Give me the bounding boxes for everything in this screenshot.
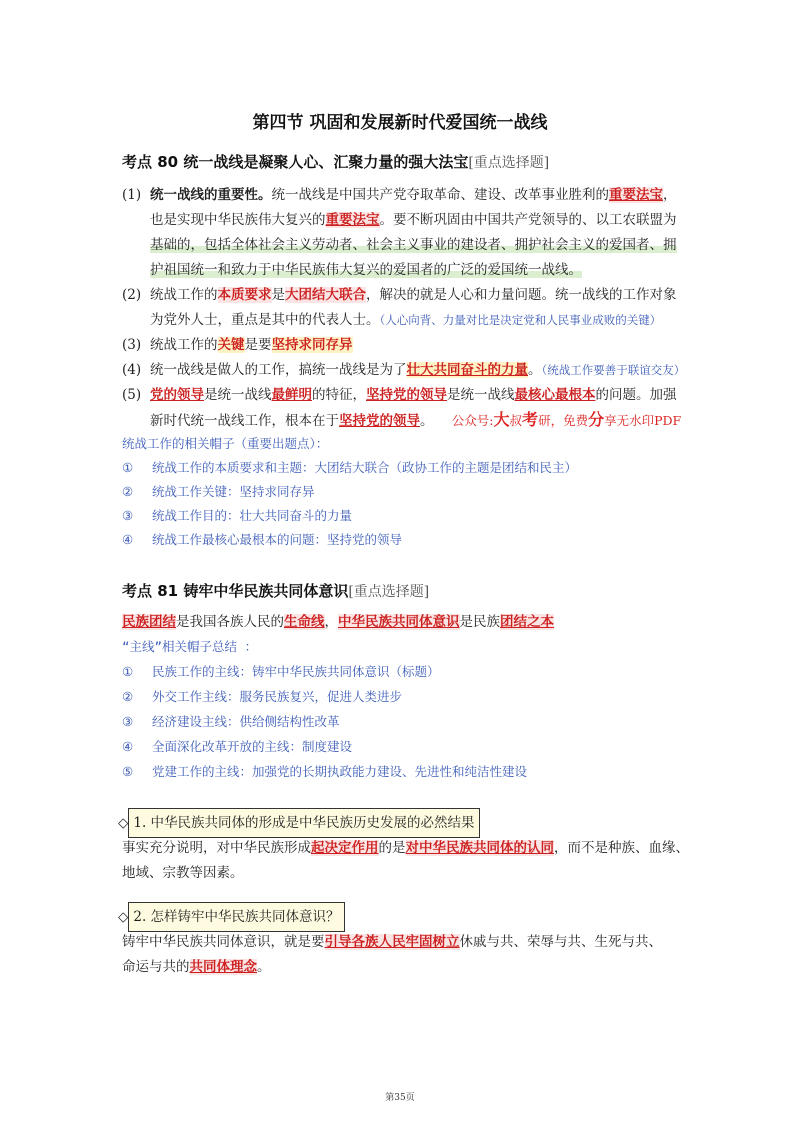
section-81-text: 是民族: [459, 614, 500, 630]
keyword-ethnic-unity: 民族团结: [122, 614, 176, 630]
keyword-seek-common-ground: 坚持求同存异: [271, 337, 353, 353]
item-5-line-1: [122, 382, 677, 408]
keyword-party-leadership: 党的领导: [150, 387, 204, 403]
item-3-text: 是要: [244, 337, 272, 353]
question-2-text: 休戚与共、荣辱与共、生死与共、: [459, 934, 662, 950]
question-1-line-1: [122, 835, 689, 861]
item-2-line-1: [122, 282, 677, 308]
item-1-line-1: [122, 182, 677, 208]
watermark-text: [451, 410, 682, 429]
summary-80-title: 统战工作的相关帽子（重要出题点）：: [122, 436, 329, 451]
watermark-part: 享无水印PDF: [604, 413, 682, 428]
keyword-great-unity: 大团结大联合: [285, 287, 366, 303]
question-2-line-2: [122, 954, 271, 980]
summary-81-item: [122, 737, 352, 755]
summary-80-mark: ③: [122, 508, 134, 523]
question-1-text: ，而不是种族、血缘、: [554, 840, 689, 856]
summary-81-item: [122, 712, 340, 730]
section-80-tag: [重点选择题]: [468, 155, 550, 171]
item-1-text: 。要不断巩固由中国共产党领导的、以工农联盟为: [379, 212, 677, 228]
item-1-number: (1): [122, 187, 142, 203]
item-2-text: ，解决的就是人心和力量问题。统一战线的工作对象: [366, 287, 677, 303]
summary-80-item: [122, 506, 352, 524]
keyword-community-concept: 共同体理念: [189, 959, 257, 975]
section-80-heading: [122, 151, 549, 172]
item-2-note: （人心向背、力量对比是决定党和人民事业成败的关键）: [379, 313, 662, 327]
section-81-text: ，: [324, 614, 338, 630]
section-81-key-line: [122, 609, 554, 635]
item-5-number: (5): [122, 387, 142, 403]
question-1-box: 1. 中华民族共同体的形成是中华民族历史发展的必然结果: [128, 808, 479, 838]
item-1-line-4: [122, 257, 582, 283]
item-5-text: 的问题。加强: [595, 387, 677, 403]
item-2-number: (2): [122, 287, 142, 303]
item-1-lead: 统一战线的重要性。: [150, 187, 272, 203]
watermark-part: 公众号:: [451, 413, 494, 428]
item-2-text: 是: [271, 287, 285, 303]
keyword-uphold-party-leadership-2: 坚持党的领导: [339, 413, 420, 429]
summary-80-item: [122, 458, 577, 476]
page-number: 第35页: [385, 1093, 415, 1103]
summary-81-mark: ⑤: [122, 764, 134, 779]
keyword-root-of-unity: 团结之本: [500, 614, 554, 630]
summary-80-mark: ④: [122, 532, 134, 547]
item-4-line: [122, 357, 685, 383]
item-5-text: 的特征，: [312, 387, 366, 403]
keyword-essential-requirement: 本质要求: [217, 287, 272, 303]
summary-81-text: 经济建设主线：供给侧结构性改革: [152, 714, 340, 729]
summary-81-text: 党建工作的主线：加强党的长期执政能力建设、先进性和纯洁性建设: [152, 764, 528, 779]
keyword-key: 关键: [217, 337, 245, 353]
summary-81-text: 民族工作的主线：铸牢中华民族共同体意识（标题）: [152, 664, 440, 679]
summary-81-item: [122, 662, 440, 680]
keyword-community-consciousness: 中华民族共同体意识: [338, 614, 460, 630]
question-1-text: 地域、宗教等因素。: [122, 865, 244, 881]
summary-81-item: [122, 687, 402, 705]
item-5-text: 新时代统一战线工作，根本在于: [150, 413, 339, 429]
diamond-icon: ◇: [118, 909, 129, 925]
keyword-most-core: 最核心最根本: [514, 387, 596, 403]
question-1-heading: [118, 808, 480, 838]
watermark-part: 研，免费: [538, 413, 589, 428]
item-4-number: (4): [122, 362, 142, 378]
summary-81-mark: ②: [122, 689, 134, 704]
item-1-line-3: [122, 232, 677, 258]
keyword-guide-peoples: 引导各族人民牢固树立: [324, 934, 460, 950]
section-80-title: 考点 80 统一战线是凝聚人心、汇聚力量的强大法宝: [122, 153, 469, 171]
item-5-text: 是统一战线: [204, 387, 272, 403]
question-2-line-1: [122, 929, 662, 955]
summary-81-text: 外交工作主线：服务民族复兴，促进人类进步: [152, 689, 403, 704]
item-1-text: 统一战线是中国共产党夺取革命、建设、改革事业胜利的: [271, 187, 609, 203]
keyword-lifeline: 生命线: [284, 614, 325, 630]
question-2-box: 2. 怎样铸牢中华民族共同体意识？: [128, 902, 344, 932]
item-2-text: 统战工作的: [150, 287, 218, 303]
watermark-part: 分: [588, 410, 605, 429]
section-81-tag: [重点选择题]: [348, 584, 430, 600]
summary-80-text: 统战工作的本质要求和主题：大团结大联合（政协工作的主题是团结和民主）: [152, 460, 578, 475]
summary-80-item: [122, 482, 315, 500]
item-1-text: ，: [663, 187, 677, 203]
summary-80-mark: ①: [122, 460, 134, 475]
page-title: 第四节 巩固和发展新时代爱国统一战线: [252, 113, 548, 133]
item-2-text: 为党外人士，重点是其中的代表人士。: [150, 312, 380, 328]
keyword-uphold-party-leadership: 坚持党的领导: [366, 387, 447, 403]
summary-81-mark: ③: [122, 714, 134, 729]
keyword-important-weapon: 重要法宝: [609, 187, 663, 203]
item-1-text: 也是实现中华民族伟大复兴的: [150, 212, 326, 228]
question-2-text: 。: [257, 959, 271, 975]
question-1-text: 的是: [378, 840, 406, 856]
summary-81-text: 全面深化改革开放的主线：制度建设: [152, 739, 353, 754]
summary-80-text: 统战工作目的：壮大共同奋斗的力量: [152, 508, 353, 523]
item-5-line-2: [122, 407, 681, 434]
item-3-line: [122, 332, 353, 358]
item-4-text: 统一战线是做人的工作，搞统一战线是为了: [150, 362, 407, 378]
question-2-heading: [118, 902, 345, 932]
question-2-text: 命运与共的: [122, 959, 190, 975]
summary-80-item: [122, 530, 402, 548]
keyword-decisive-role: 起决定作用: [311, 840, 379, 856]
section-81-text: 是我国各族人民的: [176, 614, 284, 630]
summary-81-mark: ①: [122, 664, 134, 679]
item-5-text: 。: [420, 413, 434, 429]
question-1-line-2: [122, 860, 244, 886]
item-3-number: (3): [122, 337, 142, 353]
question-2-text: 铸牢中华民族共同体意识，就是要: [122, 934, 325, 950]
item-1-text: 基础的，包括全体社会主义劳动者、社会主义事业的建设者、拥护社会主义的爱国者、拥: [150, 237, 677, 253]
summary-80-text: 统战工作关键：坚持求同存异: [152, 484, 315, 499]
keyword-identity: 对中华民族共同体的认同: [405, 840, 554, 856]
keyword-important-weapon-2: 重要法宝: [325, 212, 380, 228]
keyword-most-distinctive: 最鲜明: [271, 387, 312, 403]
summary-81-mark: ④: [122, 739, 134, 754]
keyword-strengthen-force: 壮大共同奋斗的力量: [406, 362, 528, 378]
summary-80-text: 统战工作最核心最根本的问题：坚持党的领导: [152, 532, 403, 547]
diamond-icon: ◇: [118, 815, 129, 831]
section-81-title: 考点 81 铸牢中华民族共同体意识: [122, 582, 349, 600]
watermark-part: 叔: [509, 413, 523, 428]
item-4-text: 。: [528, 362, 542, 378]
section-81-heading: [122, 580, 429, 601]
item-1-line-2: [122, 207, 677, 233]
item-4-note: （统战工作要善于联谊交友）: [541, 363, 686, 377]
watermark-part: 考: [522, 410, 539, 429]
summary-81-title: “主线”相关帽子总结 ：: [122, 639, 258, 654]
item-3-text: 统战工作的: [150, 337, 218, 353]
item-2-line-2: [122, 307, 661, 333]
summary-81-item: [122, 762, 527, 780]
item-5-text: 是统一战线: [447, 387, 515, 403]
item-1-text: 护祖国统一和致力于中华民族伟大复兴的爱国者的广泛的爱国统一战线。: [150, 262, 582, 278]
summary-80-mark: ②: [122, 484, 134, 499]
watermark-part: 大: [493, 410, 510, 429]
question-1-text: 事实充分说明，对中华民族形成: [122, 840, 311, 856]
